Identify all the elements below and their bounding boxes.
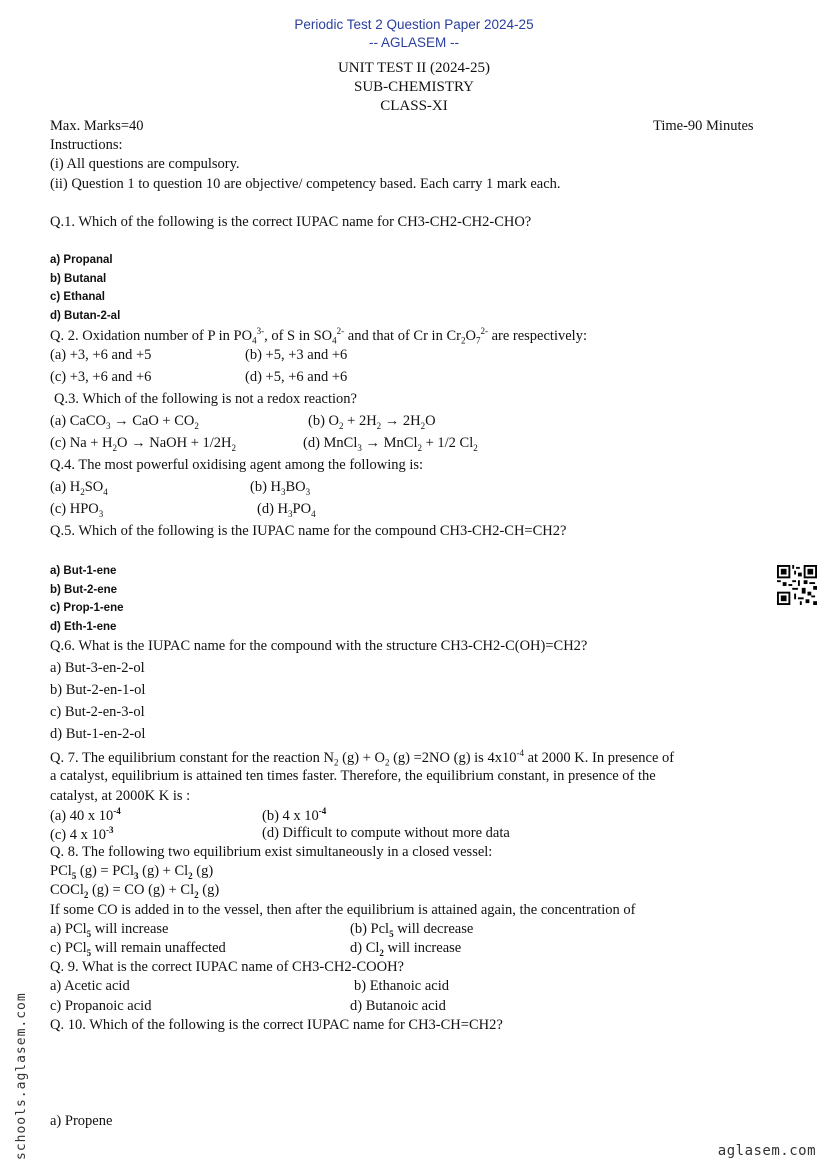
question-6: Q.6. What is the IUPAC name for the compound with the structure CH3-CH2-C(OH)=CH2? [50, 638, 588, 654]
q7-line-3: catalyst, at 2000K K is : [50, 788, 191, 804]
test-title: UNIT TEST II (2024-25) [337, 60, 491, 76]
q6-option-a: a) But-3-en-2-ol [50, 660, 145, 676]
q5-option-d: d) Eth-1-ene [50, 621, 117, 633]
q8-option-c: c) PCl$_5$ will remain unaffected [50, 940, 226, 958]
q1-option-c: c) Ethanal [50, 291, 105, 303]
q3-option-d: (d) MnCl$_3$ → MnCl$_2$ + 1/2 $Cl_2$ [303, 435, 478, 453]
q4-option-a: (a) $H_2SO_4$ [50, 479, 108, 497]
question-1: Q.1. Which of the following is the correct IUPAC name for CH3-CH2-CH2-CHO? [50, 214, 532, 230]
question-3: Q.3. Which of the following is not a redox reaction? [54, 391, 357, 407]
q6-option-b: b) But-2-en-1-ol [50, 682, 146, 698]
max-marks: Max. Marks=40 [50, 118, 144, 134]
q6-option-c: c) But-2-en-3-ol [50, 704, 145, 720]
header-title: Periodic Test 2 Question Paper 2024-25 [294, 17, 534, 32]
q2-option-a: (a) +3, +6 and +5 [50, 347, 152, 363]
question-9: Q. 9. What is the correct IUPAC name of CH3-CH2-COOH? [50, 959, 404, 975]
q9-option-b: b) Ethanoic acid [354, 978, 450, 994]
class-label: CLASS-XI [380, 98, 448, 114]
q8-option-a: a) PCl$_5$ will increase [50, 921, 169, 939]
side-url: schools.aglasem.com [14, 992, 29, 1160]
subject: SUB-CHEMISTRY [353, 79, 475, 95]
q7-line-2: a catalyst, equilibrium is attained ten times faster. Therefore, the equilibrium constant, in presence of the [50, 768, 656, 784]
question-4: Q.4. The most powerful oxidising agent among the following is: [50, 457, 424, 473]
q8-line: If some CO is added in to the vessel, then after the equilibrium is attained again, the concentration of [50, 902, 636, 918]
question-2: Q. 2. Oxidation number of P in $PO_4^{3-}$, of S in $SO_4^{2-}$ and that of Cr in $Cr_2O_7^{2-}$ are respectively: [50, 326, 587, 346]
q5-option-a: a) But-1-ene [50, 565, 117, 577]
q2-option-b: (b) +5, +3 and +6 [245, 347, 348, 363]
q4-option-b: (b) $H_3BO_3$ [250, 479, 311, 497]
q4-option-c: (c) $HPO_3$ [50, 501, 104, 519]
q7-option-d: (d) Difficult to compute without more data [262, 825, 510, 841]
q3-option-c: (c) $Na + H_2O$ → NaOH + $1/2H_2$ [50, 435, 237, 453]
qr-code-icon [777, 565, 817, 605]
q1-option-d: d) Butan-2-al [50, 310, 121, 322]
q9-option-c: c) Propanoic acid [50, 998, 152, 1014]
footer-url: aglasem.com [717, 1143, 816, 1159]
q8-equation-1: PCl$_5$ (g) = PCl$_3$ $(g) + Cl_2$ (g) [50, 863, 214, 881]
q8-option-b: (b) Pcl$_5$ will decrease [350, 921, 474, 939]
q9-option-a: a) Acetic acid [50, 978, 130, 994]
q9-option-d: d) Butanoic acid [350, 998, 446, 1014]
q5-option-b: b) But-2-ene [50, 584, 118, 596]
header-source: -- AGLASEM -- [368, 35, 459, 50]
q2-option-d: (d) +5, +6 and +6 [245, 369, 348, 385]
q4-option-d: (d) $H_3PO_4$ [257, 501, 316, 519]
q7-option-c: (c) 4 x $10^{-3}$ [50, 825, 114, 843]
q8-equation-2: COCl$_2$ (g) = CO $(g) + Cl_2$ (g) [50, 882, 220, 900]
q1-option-b: b) Butanal [50, 273, 107, 285]
instructions-heading: Instructions: [50, 137, 123, 153]
time-limit: Time-90 Minutes [653, 118, 754, 134]
instruction-1: (i) All questions are compulsory. [50, 156, 240, 172]
question-8: Q. 8. The following two equilibrium exist simultaneously in a closed vessel: [50, 844, 493, 860]
q8-option-d: d) $Cl_2$ will increase [350, 940, 462, 958]
q3-option-b: (b) $O_2 + 2H_2 \to 2H_2O$ [308, 413, 436, 431]
q10-option-a: a) Propene [50, 1113, 113, 1129]
instruction-2: (ii) Question 1 to question 10 are objective/ competency based. Each carry 1 mark each. [50, 176, 561, 192]
q1-option-a: a) Propanal [50, 254, 113, 266]
q2-option-c: (c) +3, +6 and +6 [50, 369, 152, 385]
q3-option-a: (a) CaCO$_3$ → CaO + $CO_2$ [50, 413, 199, 431]
q7-option-b: (b) 4 x $10^{-4}$ [262, 806, 327, 824]
q5-option-c: c) Prop-1-ene [50, 602, 124, 614]
question-7: Q. 7. The equilibrium constant for the reaction $N_2$ $(g) + O_2$ (g) =2NO (g) is $4x10^{-4}$ at 2000 K. In presence of [50, 748, 675, 768]
q7-option-a: (a) 40 x $10^{-4}$ [50, 806, 121, 824]
question-10: Q. 10. Which of the following is the correct IUPAC name for CH3-CH=CH2? [50, 1017, 503, 1033]
q6-option-d: d) But-1-en-2-ol [50, 726, 146, 742]
question-5: Q.5. Which of the following is the IUPAC name for the compound CH3-CH2-CH=CH2? [50, 523, 567, 539]
